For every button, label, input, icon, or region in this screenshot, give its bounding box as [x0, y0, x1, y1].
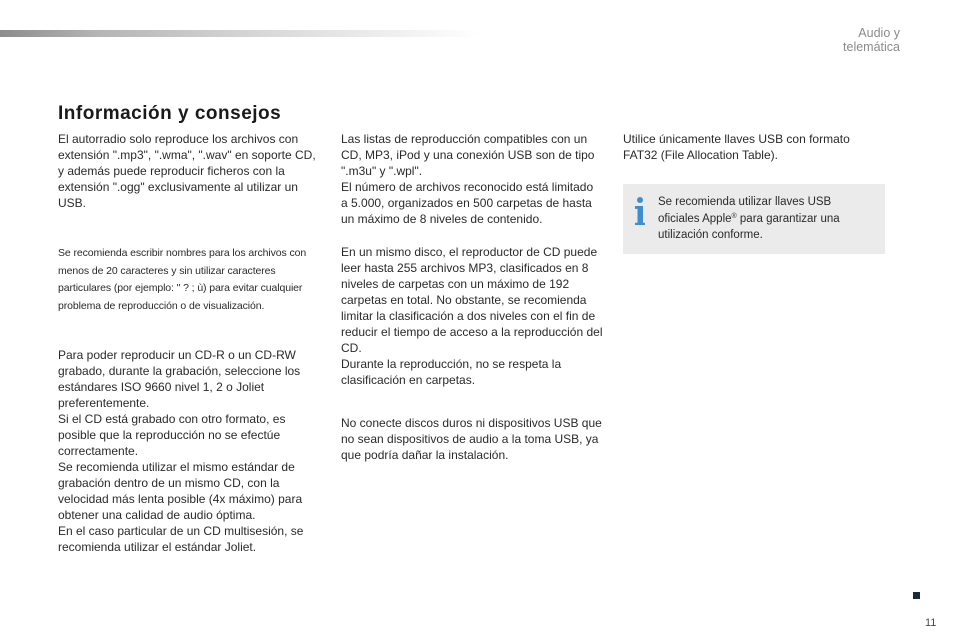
col1-p3d-text: En el caso particular de un CD multisesión, se recomienda utilizar el estándar Joliet. — [58, 524, 304, 554]
col2-p2b-text: Durante la reproducción, no se respeta la clasificación en carpetas. — [341, 357, 562, 387]
col1-paragraph-formats — [58, 131, 316, 211]
col3-paragraph-fat32 — [623, 131, 885, 163]
page-number: 11 — [925, 617, 937, 629]
col2-paragraph-cd-reader — [341, 244, 603, 388]
col1-paragraph-cd-burning — [58, 347, 316, 555]
header-gradient-bar — [0, 30, 480, 37]
col2-paragraph-playlists — [341, 131, 603, 227]
col1-p2-text: Se recomienda escribir nombres para los archivos con menos de 20 caracteres y sin utilizar caracteres particulares (por ejemplo: " ? ; ù) para evitar cualquier problema de reproducción o de visualización. — [58, 247, 307, 312]
col1-paragraph-filenames — [58, 245, 320, 315]
info-icon — [633, 197, 647, 227]
col1-p3a-text: Para poder reproducir un CD-R o un CD-RW grabado, durante la grabación, seleccione los estándares ISO 9660 nivel 1, 2 o Joliet preferentemente. — [58, 348, 301, 410]
col1-p1-text: El autorradio solo reproduce los archivos con extensión ".mp3", ".wma", ".wav" en soporte CD, y además puede reproducir ficheros con la extensión ".ogg" exclusivamente al utilizar un USB. — [58, 132, 316, 210]
page-marker — [913, 592, 920, 599]
registered-mark: ® — [731, 212, 737, 220]
col1-p3c-text: Se recomienda utilizar el mismo estándar de grabación dentro de un mismo CD, con la velocidad más lenta posible (4x máximo) para obtener una calidad de audio óptima. — [58, 460, 303, 522]
col2-p2a-text: En un mismo disco, el reproductor de CD puede leer hasta 255 archivos MP3, clasificados en 8 niveles de carpetas con un máximo de 192 carpetas en total. No obstante, se recomienda limitar la clasificación a dos niveles con el fin de reducir el tiempo de acceso a la reproducción del CD. — [341, 245, 603, 355]
col3-p1-text: Utilice únicamente llaves USB con formato FAT32 (File Allocation Table). — [623, 132, 850, 162]
page-heading: Información y consejos — [58, 103, 282, 124]
col2-p1a-text: Las listas de reproducción compatibles con un CD, MP3, iPod y una conexión USB son de tipo ".m3u" y ".wpl". — [341, 132, 595, 178]
info-text-after: para garantizar una utilización conforme. — [658, 212, 840, 241]
info-box — [623, 184, 885, 254]
info-box-text — [658, 194, 873, 244]
col2-paragraph-usb-warning — [341, 415, 603, 463]
col2-p1b-text: El número de archivos reconocido está limitado a 5.000, organizados en 500 carpetas de hasta un máximo de 8 niveles de contenido. — [341, 180, 594, 226]
info-text-before: Se recomienda utilizar llaves USB oficiales Apple — [658, 196, 832, 225]
col1-p3b-text: Si el CD está grabado con otro formato, es posible que la reproducción no se efectúe correctamente. — [58, 412, 286, 458]
col2-p3-text: No conecte discos duros ni dispositivos USB que no sean dispositivos de audio a la toma USB, ya que podría dañar la instalación. — [341, 416, 602, 462]
section-title: Audio y telemática — [843, 26, 900, 54]
